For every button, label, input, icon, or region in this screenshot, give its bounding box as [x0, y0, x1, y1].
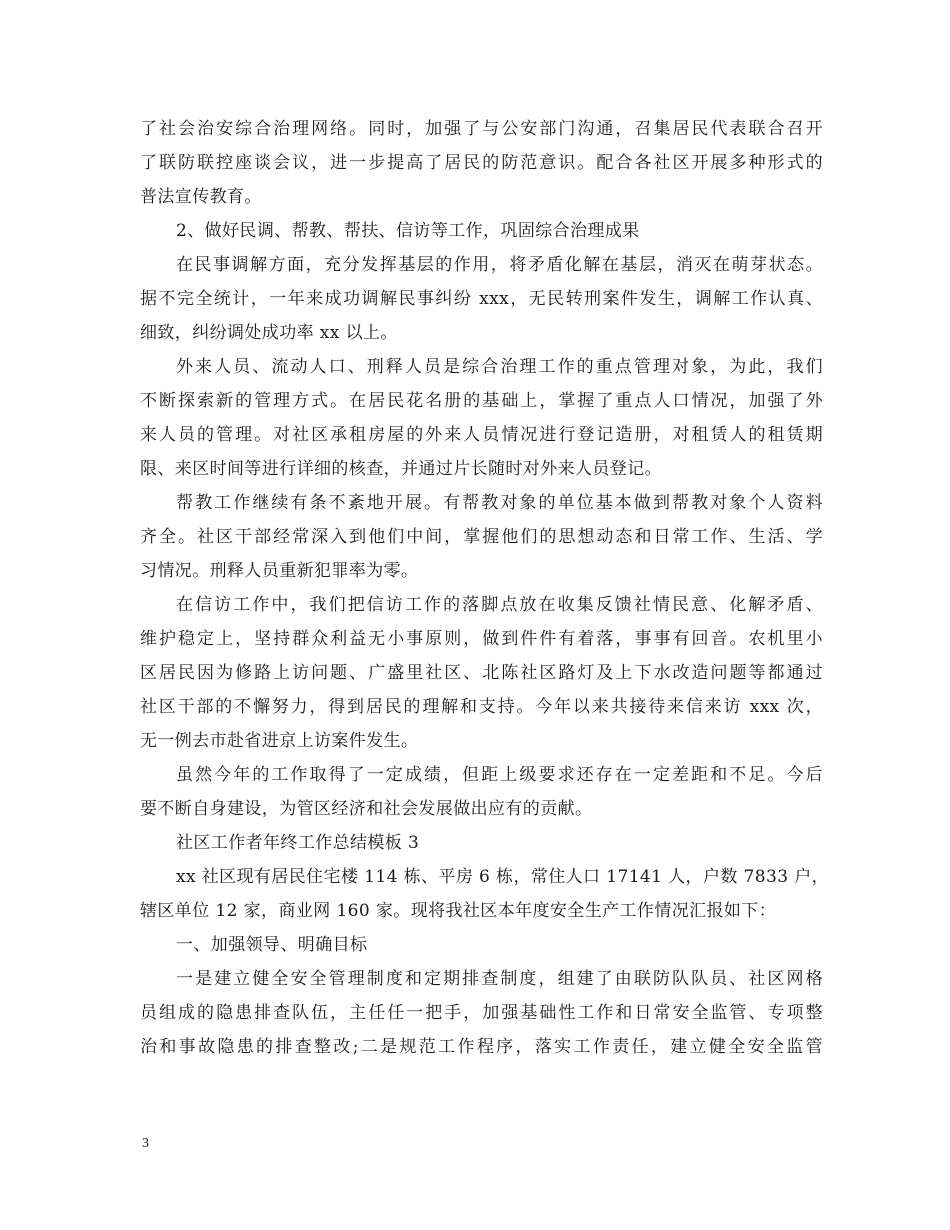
text-line: 习情况。刑释人员重新犯罪率为零。 [140, 561, 419, 581]
text-line: 区居民因为修路上访问题、广盛里社区、北陈社区路灯及上下水改造问题等都通过 [140, 663, 823, 683]
paragraph-start: 外来人员、流动人口、刑释人员是综合治理工作的重点管理对象，为此，我们 [176, 357, 823, 377]
paragraph-start: xx 社区现有居民住宅楼 114 栋、平房 6 栋，常住人口 17141 人，户数 7833 户， [176, 867, 830, 887]
document-body [140, 112, 830, 1064]
text-line: 治和事故隐患的排查整改;二是规范工作程序，落实工作责任，建立健全安全监管 [140, 1037, 823, 1057]
text-line: 维护稳定上，坚持群众利益无小事原则，做到件件有着落，事事有回音。农机里小 [140, 629, 823, 649]
text-line: 了社会治安综合治理网络。同时，加强了与公安部门沟通，召集居民代表联合召开 [140, 119, 823, 139]
page-number: 3 [142, 1136, 149, 1151]
text-line: 限、来区时间等进行详细的核查，并通过片长随时对外来人员登记。 [140, 459, 662, 479]
section-title: 社区工作者年终工作总结模板 3 [176, 833, 420, 853]
paragraph-start: 在民事调解方面，充分发挥基层的作用，将矛盾化解在基层，消灭在萌芽状态。 [176, 255, 823, 275]
section-heading: 一、加强领导、明确目标 [176, 935, 368, 955]
section-heading: 2、做好民调、帮教、帮扶、信访等工作，巩固综合治理成果 [176, 221, 640, 241]
text-line: 社区干部的不懈努力，得到居民的理解和支持。今年以来共接待来信来访 xxx 次， [140, 697, 823, 717]
text-line: 不断探索新的管理方式。在居民花名册的基础上，掌握了重点人口情况，加强了外 [140, 391, 823, 411]
text-line: 据不完全统计，一年来成功调解民事纠纷 xxx，无民转刑案件发生，调解工作认真、 [140, 289, 823, 309]
paragraph-start: 在信访工作中，我们把信访工作的落脚点放在收集反馈社情民意、化解矛盾、 [176, 595, 823, 615]
text-line: 无一例去市赴省进京上访案件发生。 [140, 731, 419, 751]
text-line: 员组成的隐患排查队伍，主任任一把手，加强基础性工作和日常安全监管、专项整 [140, 1003, 823, 1023]
text-line: 了联防联控座谈会议，进一步提高了居民的防范意识。配合各社区开展多种形式的 [140, 153, 823, 173]
text-line: 普法宣传教育。 [140, 187, 262, 207]
text-line: 来人员的管理。对社区承租房屋的外来人员情况进行登记造册，对租赁人的租赁期 [140, 425, 823, 445]
text-line: 细致，纠纷调处成功率 xx 以上。 [140, 323, 398, 343]
paragraph-start: 一是建立健全安全管理制度和定期排查制度，组建了由联防队队员、社区网格 [176, 969, 823, 989]
text-line: 齐全。社区干部经常深入到他们中间，掌握他们的思想动态和日常工作、生活、学 [140, 527, 823, 547]
text-line: 辖区单位 12 家，商业网 160 家。现将我社区本年度安全生产工作情况汇报如下： [140, 901, 777, 921]
text-line: 要不断自身建设，为管区经济和社会发展做出应有的贡献。 [140, 799, 593, 819]
paragraph-start: 帮教工作继续有条不紊地开展。有帮教对象的单位基本做到帮教对象个人资料 [176, 493, 823, 513]
paragraph-start: 虽然今年的工作取得了一定成绩，但距上级要求还存在一定差距和不足。今后 [176, 765, 823, 785]
